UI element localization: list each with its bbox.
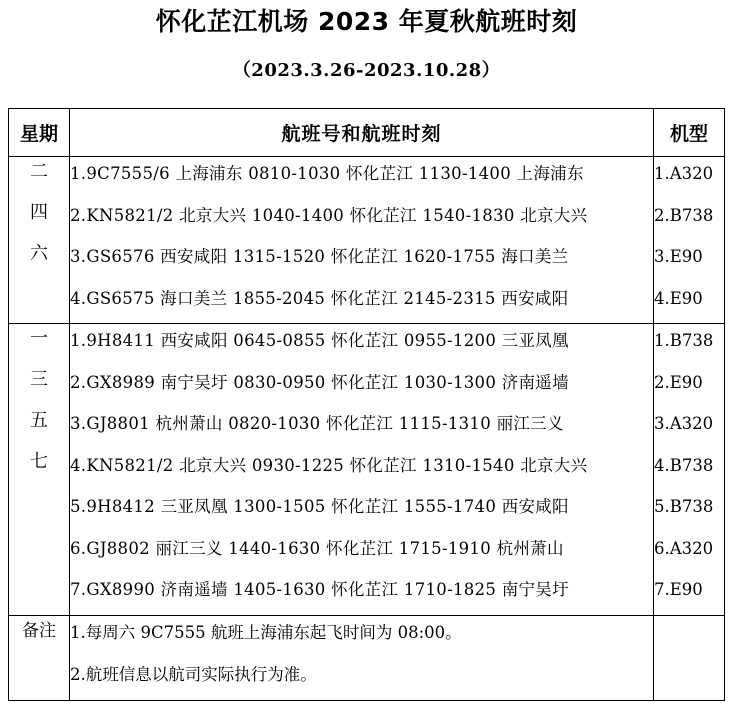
date-range-subtitle: （2023.3.26-2023.10.28） [232, 60, 501, 81]
page-title: 怀化芷江机场 2023 年夏秋航班时刻 [155, 7, 578, 36]
aircraft-type: 3.A320 [654, 414, 714, 433]
header-row [9, 109, 725, 157]
day-label: 一 [30, 328, 48, 349]
day-label: 四 [30, 202, 48, 223]
flight-line: 2.GX8989 南宁吴圩 0830-0950 怀化芷江 1030-1300 济南遥墙 [70, 372, 569, 392]
aircraft-list [654, 324, 725, 616]
day-label: 三 [30, 369, 48, 390]
aircraft-list [654, 157, 725, 324]
schedule-group-tue-thu-sat [9, 157, 725, 324]
header-aircraft: 机型 [654, 109, 725, 157]
header-flights: 航班号和航班时刻 [70, 109, 654, 157]
aircraft-type: 5.B738 [654, 497, 714, 516]
flight-line: 7.GX8990 济南遥墙 1405-1630 怀化芷江 1710-1825 南宁吴圩 [70, 580, 569, 599]
flight-line: 1.9H8411 西安咸阳 0645-0855 怀化芷江 0955-1200 三亚凤凰 [70, 331, 569, 350]
flight-list [70, 324, 654, 616]
schedule-group-mon-wed-fri-sun [9, 324, 725, 616]
flight-line: 4.GS6575 海口美兰 1855-2045 怀化芷江 2145-2315 西安咸阳 [70, 288, 569, 308]
notes-row [9, 615, 725, 700]
flight-line: 1.9C7555/6 上海浦东 0810-1030 怀化芷江 1130-1400 上海浦东 [70, 164, 584, 183]
aircraft-type: 6.A320 [654, 538, 714, 558]
notes-label: 备注 [9, 615, 70, 700]
aircraft-type: 4.E90 [654, 288, 703, 308]
flight-schedule-table [8, 108, 725, 701]
aircraft-type: 2.B738 [654, 205, 714, 225]
aircraft-type: 1.B738 [654, 331, 714, 350]
aircraft-type: 3.E90 [654, 247, 703, 266]
notes-empty-cell [654, 615, 725, 700]
flight-line: 6.GJ8802 丽江三义 1440-1630 怀化芷江 1715-1910 杭州萧山 [70, 538, 564, 558]
header-day: 星期 [9, 109, 70, 157]
group-days [9, 157, 70, 324]
day-label: 六 [30, 243, 48, 264]
note-line: 2.航班信息以航司实际执行为准。 [70, 664, 317, 684]
flight-line: 3.GJ8801 杭州萧山 0820-1030 怀化芷江 1115-1310 丽江三义 [70, 414, 564, 433]
aircraft-type: 4.B738 [654, 455, 714, 475]
aircraft-type: 2.E90 [654, 372, 703, 392]
aircraft-type: 1.A320 [654, 164, 714, 183]
notes-body [70, 615, 654, 700]
flight-line: 5.9H8412 三亚凤凰 1300-1505 怀化芷江 1555-1740 西安咸阳 [70, 497, 569, 516]
flight-line: 4.KN5821/2 北京大兴 0930-1225 怀化芷江 1310-1540 北京大兴 [70, 455, 588, 475]
aircraft-type: 7.E90 [654, 580, 703, 599]
day-label: 五 [30, 410, 48, 431]
day-label: 二 [30, 161, 48, 182]
flight-line: 2.KN5821/2 北京大兴 1040-1400 怀化芷江 1540-1830 北京大兴 [70, 205, 588, 225]
flight-line: 3.GS6576 西安咸阳 1315-1520 怀化芷江 1620-1755 海口美兰 [70, 247, 569, 266]
day-label: 七 [30, 451, 48, 472]
group-days [9, 324, 70, 616]
flight-list [70, 157, 654, 324]
note-line: 1.每周六 9C7555 航班上海浦东起飞时间为 08:00。 [70, 622, 462, 642]
